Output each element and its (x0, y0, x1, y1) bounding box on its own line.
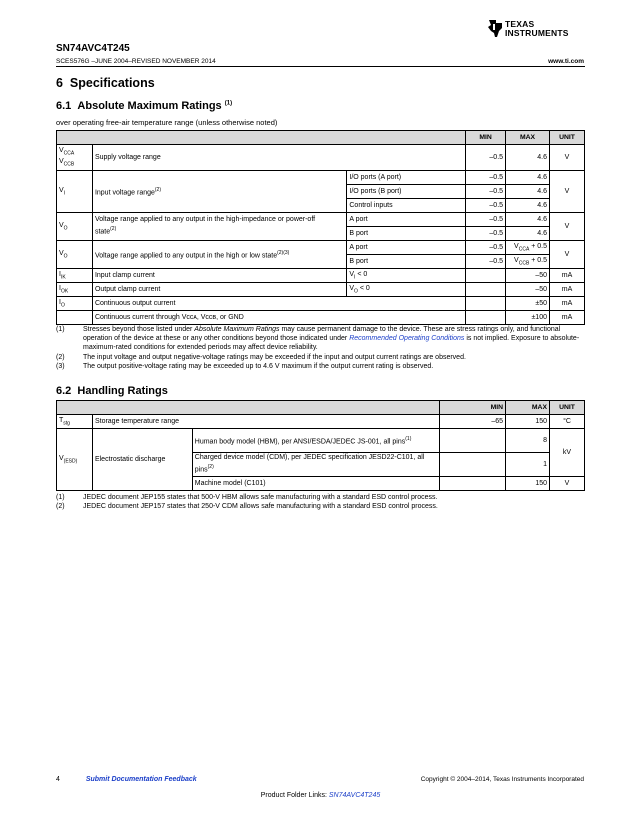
vo1-symbol (57, 213, 93, 241)
vo2-max (506, 241, 550, 255)
table-row (57, 171, 585, 185)
vo2-symbol (57, 241, 93, 269)
handling-heading (56, 385, 168, 397)
footnote-text: The input voltage and output negative-voltage ratings may be exceeded if the input and output current ratings are observed. (83, 353, 466, 361)
vo1-min: –0.5 (466, 227, 506, 241)
symbol-sub: O (63, 253, 68, 260)
vo2-param (92, 241, 346, 269)
cond-sub: O (354, 288, 358, 295)
amr-header-blank (57, 131, 466, 145)
copyright: Copyright © 2004–2014, Texas Instruments Incorporated (420, 776, 584, 783)
footnote-text: The output positive-voltage rating may be exceeded up to 4.6 V maximum if the output current rating is observed. (83, 362, 434, 370)
vo2-max-sub: CCB (518, 260, 530, 267)
vo1-max: 4.6 (506, 213, 550, 227)
vi-cond: I/O ports (B port) (347, 185, 466, 199)
vi-symbol (57, 171, 93, 213)
symbol-v: V (59, 157, 64, 165)
io-symbol (57, 297, 93, 311)
vi-param (92, 171, 346, 213)
vo1-param-text: Voltage range applied to any output in the high-impedance or power-off state (94, 216, 316, 236)
cond-post: < 0 (357, 284, 370, 292)
section-heading (56, 76, 155, 90)
vi-max: 4.6 (506, 185, 550, 199)
esd-param: Electrostatic discharge (92, 429, 192, 491)
symbol-sub: stg (63, 420, 70, 427)
esd-unit-v: V (550, 477, 585, 491)
vo2-max-post: + 0.5 (529, 242, 547, 250)
io-min (466, 297, 506, 311)
amr-title: Absolute Maximum Ratings (77, 100, 222, 112)
esd-min (440, 429, 506, 453)
amr-heading (56, 100, 232, 112)
handling-col-unit: UNIT (550, 401, 585, 415)
table-row (57, 283, 585, 297)
symbol-i: I (59, 298, 61, 306)
esd-cond-text: Charged device model (CDM), per JEDEC specification JESD22-C101, all pins (194, 454, 425, 474)
footnote-text (83, 325, 585, 353)
vo1-max: 4.6 (506, 227, 550, 241)
icc-symbol (57, 311, 93, 325)
vo1-cond: A port (347, 213, 466, 227)
table-row (57, 269, 585, 283)
vi-param-text: Input voltage range (94, 189, 155, 197)
esd-min (440, 477, 506, 491)
handling-title: Handling Ratings (77, 385, 168, 397)
vo1-param (92, 213, 346, 241)
vo1-cond: B port (347, 227, 466, 241)
icc-min (466, 311, 506, 325)
footnote (56, 493, 585, 502)
doc-revision: SCES576G –JUNE 2004–REVISED NOVEMBER 2014 (56, 58, 216, 65)
handling-table (56, 400, 585, 491)
tstg-param: Storage temperature range (92, 415, 439, 429)
table-row (57, 297, 585, 311)
symbol-sub: I (63, 190, 66, 197)
footnote (56, 362, 585, 371)
amr-header-row (57, 131, 585, 145)
footnote-number: (2) (56, 503, 65, 511)
vo2-cond: B port (347, 255, 466, 269)
cond-v: V (349, 270, 355, 278)
symbol-v: V (59, 454, 64, 462)
amr-number: 6.1 (56, 100, 72, 112)
handling-col-max: MAX (506, 401, 550, 415)
icc-unit: mA (550, 311, 585, 325)
handling-header-blank (57, 401, 440, 415)
iik-param: Input clamp current (92, 269, 346, 283)
logo-line2: INSTRUMENTS (505, 28, 569, 38)
vcc-symbol (57, 145, 93, 171)
iok-unit: mA (550, 283, 585, 297)
footnote-text: JEDEC document JEP157 states that 250-V CDM allows safe manufacturing with a standard ESD control process. (83, 503, 438, 511)
icc-param: Continuous current through Vᴄᴄᴀ, Vᴄᴄʙ, or GND (92, 311, 465, 325)
table-row (57, 145, 585, 171)
symbol-v: V (59, 147, 64, 155)
vi-min: –0.5 (466, 171, 506, 185)
io-param: Continuous output current (92, 297, 465, 311)
footnote-text: JEDEC document JEP155 states that 500-V HBM allows safe manufacturing with a standard ESD control process. (83, 494, 438, 501)
vi-unit: V (550, 171, 585, 213)
io-unit: mA (550, 297, 585, 311)
footnote-number: (1) (56, 494, 65, 501)
tstg-unit: °C (550, 415, 585, 429)
vo1-note: (2) (110, 225, 117, 232)
ti-logo-icon (487, 18, 504, 38)
header-rule (56, 66, 585, 67)
symbol-sub: OK (60, 288, 69, 295)
symbol-sub: (ESD) (63, 458, 78, 465)
symbol-i: I (59, 284, 61, 292)
iik-cond (347, 269, 466, 283)
symbol-sub: O (63, 225, 68, 232)
handling-col-min: MIN (440, 401, 506, 415)
amr-col-max: MAX (506, 131, 550, 145)
esd-unit-kv: kV (550, 429, 585, 477)
iik-symbol (57, 269, 93, 283)
io-max: ±50 (506, 297, 550, 311)
footnote (56, 325, 585, 353)
recommended-conditions-link[interactable]: Recommended Operating Conditions (349, 335, 465, 343)
table-row (57, 415, 585, 429)
cond-post: < 0 (355, 270, 368, 278)
symbol-v: V (59, 221, 64, 229)
vi-min: –0.5 (466, 185, 506, 199)
esd-cond-note: (1) (405, 435, 412, 442)
esd-cond-text: Human body model (HBM), per ANSI/ESDA/JEDEC JS-001, all pins (194, 437, 406, 445)
vi-note: (2) (154, 186, 162, 193)
cond-v: V (349, 284, 355, 292)
vi-max: 4.6 (506, 199, 550, 213)
esd-min (440, 453, 506, 477)
footnote-number: (2) (56, 353, 65, 361)
iik-max: –50 (506, 269, 550, 283)
tstg-min: –65 (440, 415, 506, 429)
vi-cond: Control inputs (347, 199, 466, 213)
page-number: 4 (56, 776, 60, 783)
symbol-sub: O (60, 302, 65, 309)
symbol-sub: CCA (63, 150, 75, 157)
amr-col-min: MIN (466, 131, 506, 145)
esd-cond-note: (2) (207, 463, 214, 470)
vo2-note: (2)(3) (277, 249, 290, 256)
footer-left (56, 776, 197, 783)
vi-max: 4.6 (506, 171, 550, 185)
handling-notes (56, 493, 585, 511)
table-row (57, 429, 585, 453)
submit-feedback-link[interactable]: Submit Documentation Feedback (85, 776, 197, 783)
section-title: Specifications (69, 76, 155, 90)
symbol-sub: CCB (63, 160, 75, 167)
esd-max: 1 (506, 453, 550, 477)
symbol-sub: IK (60, 274, 66, 281)
icc-max: ±100 (506, 311, 550, 325)
vo2-max-v: V (514, 242, 519, 250)
logo-line1: TEXAS (505, 19, 535, 29)
amr-intro: over operating free-air temperature range (unless otherwise noted) (56, 118, 278, 127)
esd-cond: Machine model (C101) (192, 477, 439, 491)
vo2-min: –0.5 (466, 241, 506, 255)
table-row (57, 213, 585, 227)
handling-header-row (57, 401, 585, 415)
ti-logo (487, 16, 587, 44)
iok-symbol (57, 283, 93, 297)
symbol-t: T (59, 416, 64, 424)
product-folder-link[interactable]: SN74AVC4T245 (328, 792, 381, 799)
footnote-emphasis: Absolute Maximum Ratings (194, 326, 280, 333)
symbol-v: V (59, 249, 64, 257)
vo1-unit: V (550, 213, 585, 241)
tstg-symbol (57, 415, 93, 429)
amr-title-note: (1) (224, 100, 233, 107)
vo2-param-text: Voltage range applied to any output in the high or low state (94, 252, 278, 260)
vi-cond: I/O ports (A port) (347, 171, 466, 185)
cond-sub: I (354, 274, 356, 281)
amr-col-unit: UNIT (550, 131, 585, 145)
iik-min (466, 269, 506, 283)
vo2-cond: A port (347, 241, 466, 255)
product-folder-links (0, 792, 641, 799)
amr-table (56, 130, 585, 325)
vcc-param: Supply voltage range (92, 145, 465, 171)
footnote-text-post: is not implied. Exposure to absolute-maximum-rated conditions for extended periods may affect device reliability. (83, 335, 580, 352)
folder-label: Product Folder Links: (260, 792, 329, 799)
footnote-number: (3) (56, 362, 65, 370)
esd-cond (192, 453, 439, 477)
vo2-max-post: + 0.5 (529, 256, 547, 264)
iok-max: –50 (506, 283, 550, 297)
esd-symbol (57, 429, 93, 491)
tstg-max: 150 (506, 415, 550, 429)
vo1-min: –0.5 (466, 213, 506, 227)
vo2-max-sub: CCA (518, 246, 530, 253)
iok-cond (347, 283, 466, 297)
footnote-number: (1) (56, 326, 65, 333)
amr-notes (56, 325, 585, 371)
ti-logo-text (505, 20, 569, 38)
handling-number: 6.2 (56, 385, 72, 397)
table-row (57, 241, 585, 255)
iok-min (466, 283, 506, 297)
website-link[interactable]: www.ti.com (548, 58, 584, 65)
vcc-unit: V (550, 145, 585, 171)
esd-max: 150 (506, 477, 550, 491)
footnote (56, 502, 585, 511)
iik-unit: mA (550, 269, 585, 283)
vo2-unit: V (550, 241, 585, 269)
symbol-i: I (59, 270, 61, 278)
vi-min: –0.5 (466, 199, 506, 213)
symbol-v: V (59, 186, 64, 194)
section-number: 6 (56, 76, 63, 90)
vo2-max (506, 255, 550, 269)
esd-max: 8 (506, 429, 550, 453)
footnote (56, 353, 585, 362)
vo2-min: –0.5 (466, 255, 506, 269)
table-row (57, 311, 585, 325)
part-number: SN74AVC4T245 (56, 43, 130, 54)
vcc-max: 4.6 (506, 145, 550, 171)
vo2-max-v: V (514, 256, 519, 264)
vcc-min: –0.5 (466, 145, 506, 171)
esd-cond (192, 429, 439, 453)
footnote-text-pre: Stresses beyond those listed under (83, 326, 195, 333)
footnote-text-mid: may cause permanent damage to the device. These are stress ratings only, and functional operation of the device at these or any other conditions beyond those indicated under (83, 326, 561, 343)
iok-param: Output clamp current (92, 283, 346, 297)
